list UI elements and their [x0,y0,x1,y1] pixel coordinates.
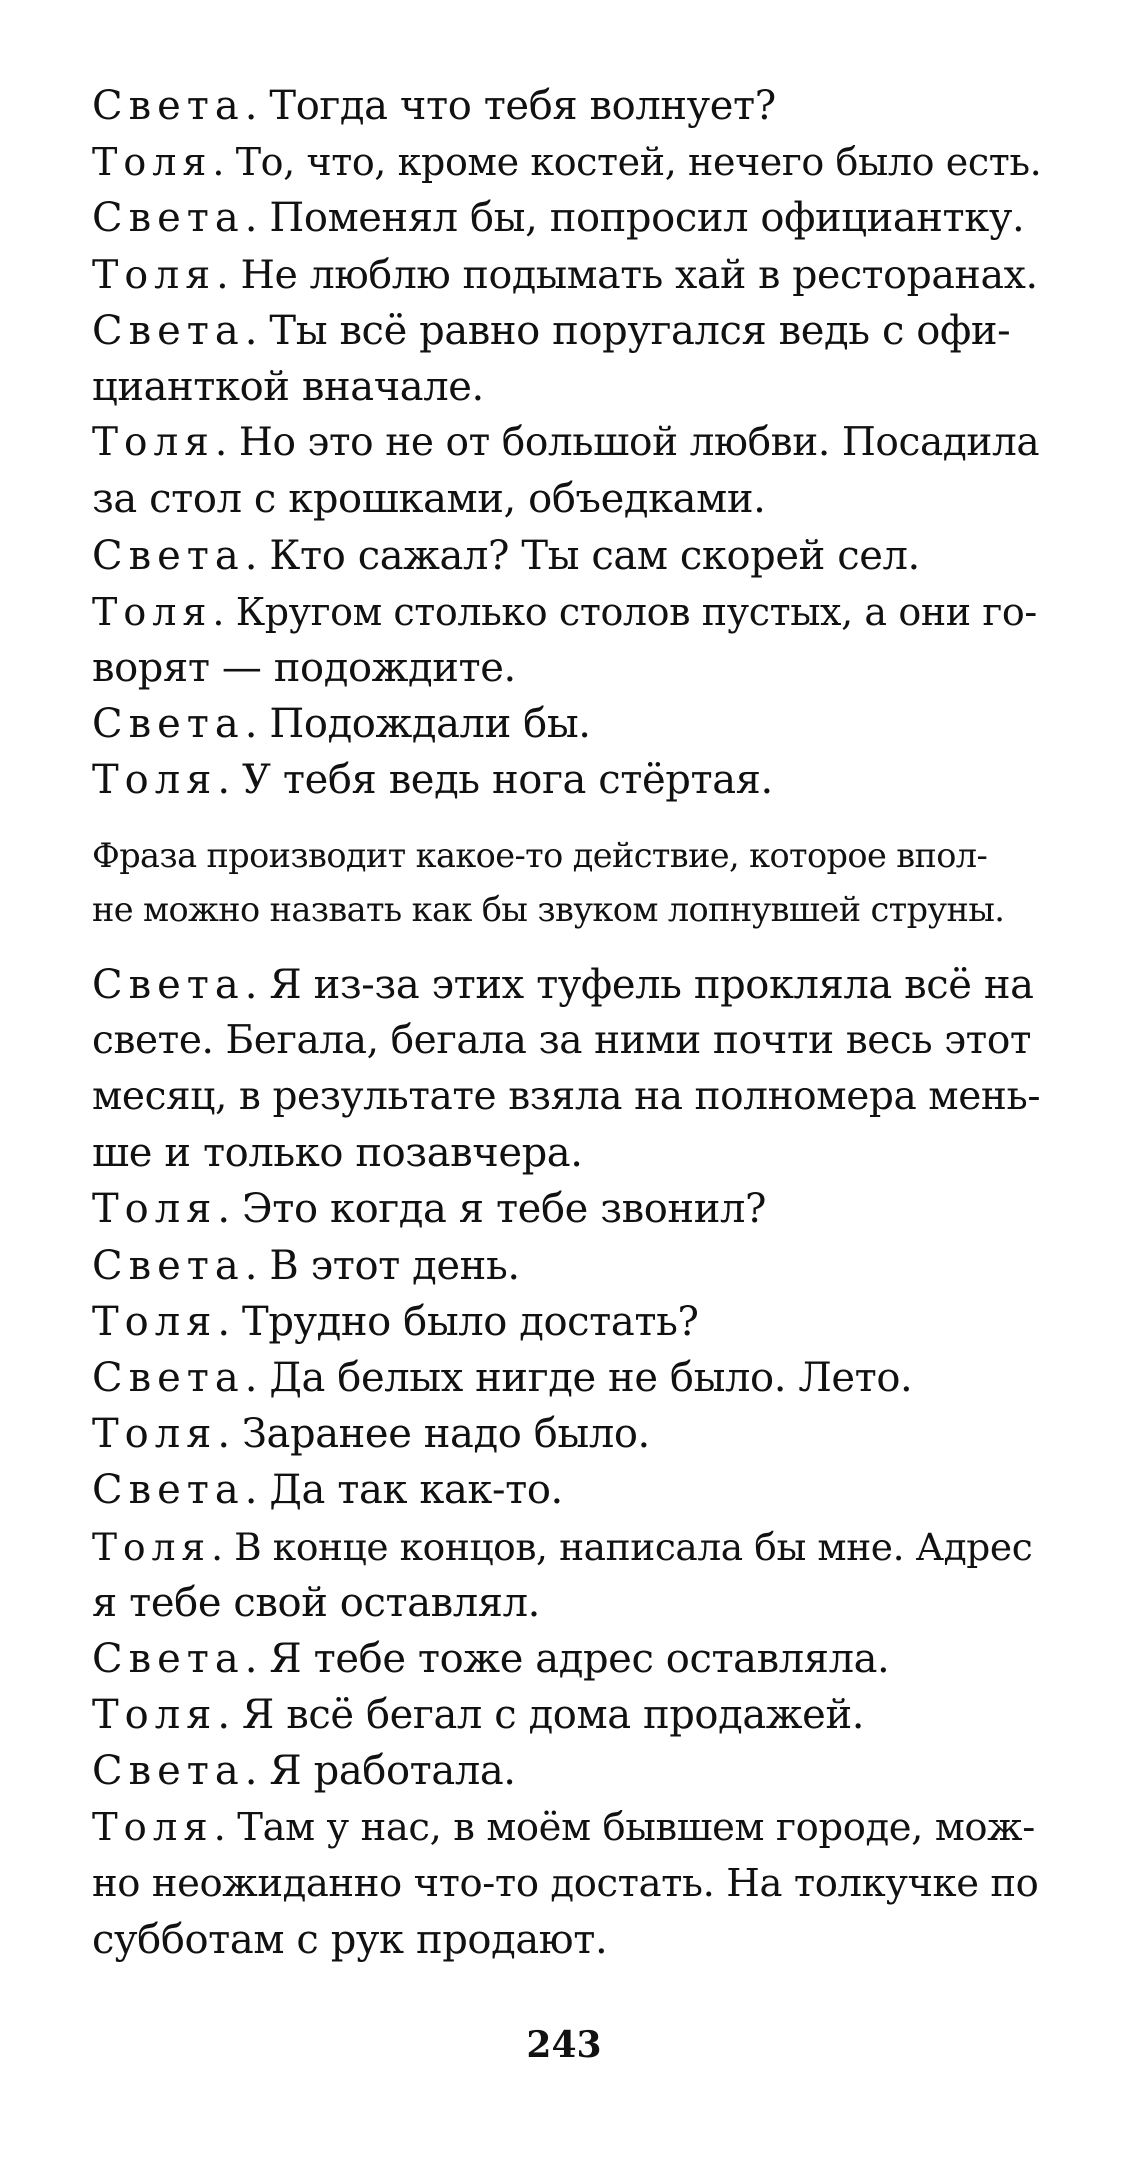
line-text: . Да белых нигде не было. Лето. [244,1355,913,1402]
speaker-name: Толя [92,1804,214,1850]
line-text: . Поменял бы, попросил официантку. [244,195,1025,242]
dialogue-line [92,303,1032,359]
speaker-name: Толя [92,420,215,466]
line-text: . Я работала. [244,1748,516,1795]
line-text: субботам с рук продают. [92,1917,608,1964]
dialogue-line [92,1743,1032,1799]
speaker-name: Толя [92,251,217,298]
line-text: . Я из-за этих туфель прокляла всё на [244,961,1034,1008]
dialogue-line [92,1800,1035,1856]
speaker-name: Толя [92,1186,218,1233]
dialogue-line [92,696,1032,752]
dialogue-line [92,1350,1032,1406]
speaker-name: Света [92,195,245,242]
stage-direction-line: не можно назвать как бы звуком лопнувшей струны. [92,889,1005,929]
speaker-name: Толя [92,1524,212,1569]
dialogue-line [92,471,1032,527]
dialogue-line [92,584,1037,640]
dialogue-line [92,752,1032,808]
dialogue-line [92,1406,1032,1462]
dialogue-line [92,1519,1032,1575]
dialogue-line [92,415,1040,471]
line-text: . Тогда что тебя волнует? [244,83,776,129]
speaker-name: Толя [92,1298,218,1345]
dialogue-line [92,247,1038,303]
line-text: ше и только позавчера. [92,1130,583,1177]
dialogue-line [92,1462,1032,1518]
book-page [92,78,1042,1968]
line-text: . Трудно было достать? [217,1298,699,1345]
line-text: я тебе свой оставлял. [92,1579,540,1626]
speaker-name: Света [92,701,245,748]
speaker-name: Света [92,83,245,129]
dialogue-line [92,190,1032,246]
stage-direction [92,829,1032,937]
dialogue-line [92,1069,1041,1125]
dialogue-line [92,1575,1032,1631]
line-text: . Ты всё равно поругался ведь с офи- [244,307,1011,354]
line-text: . Подождали бы. [244,701,591,748]
dialogue-line [92,134,1042,190]
dialogue-line [92,1912,1032,1968]
line-text: . Заранее надо было. [217,1411,650,1458]
speaker-name: Света [92,1242,245,1289]
line-text: . У тебя ведь нога стёртая. [217,757,773,804]
dialogue-line [92,1013,1032,1069]
line-text: . Кругом столько столов пустых, а они го- [212,589,1037,634]
page-number: 243 [526,2024,602,2066]
speaker-name: Толя [92,140,213,185]
line-text: . Да так как-то. [244,1467,563,1514]
line-text: . Это когда я тебе звонил? [217,1186,767,1233]
speaker-name: Света [92,532,245,579]
line-text: ворят — подождите. [92,645,516,692]
dialogue-line [92,957,1032,1013]
speaker-name: Толя [92,589,213,634]
dialogue-line [92,1687,1032,1743]
line-text: . То, что, кроме костей, нечего было есть. [212,140,1042,185]
line-text: за стол с крошками, объедками. [92,476,766,523]
line-text: свете. Бегала, бегала за ними почти весь этот [92,1017,1032,1063]
line-text: . Кто сажал? Ты сам скорей сел. [244,532,920,579]
speaker-name: Света [92,1467,245,1514]
line-text: . Я тебе тоже адрес оставляла. [244,1636,890,1683]
speaker-name: Толя [92,757,218,804]
line-text: . В этот день. [244,1242,520,1289]
line-text: . Не люблю подымать хай в ресторанах. [216,251,1038,298]
speaker-name: Света [92,1355,245,1402]
stage-direction-line: Фраза производит какое-то действие, которое впол- [92,835,988,875]
speaker-name: Света [92,1636,245,1683]
dialogue-line [92,528,1032,584]
line-text: но неожиданно что-то достать. На толкучке по [92,1860,1039,1906]
line-text: месяц, в результате взяла на полномера мень- [92,1074,1041,1120]
speaker-name: Толя [92,1692,218,1739]
dialogue-block-1 [92,78,1042,809]
line-text: . Я всё бегал с дома продажей. [217,1692,865,1739]
speaker-name: Света [92,1748,245,1795]
dialogue-line [92,1631,1032,1687]
line-text: цианткой вначале. [92,364,484,411]
dialogue-line [92,1856,1039,1912]
dialogue-block-2 [92,957,1041,1969]
dialogue-line [92,1294,1032,1350]
dialogue-line [92,1181,1032,1237]
dialogue-line [92,78,1032,134]
line-text: . Но это не от большой любви. Посадила [214,420,1040,466]
speaker-name: Света [92,961,245,1008]
dialogue-line [92,1238,1032,1294]
line-text: . Там у нас, в моём бывшем городе, мож- [213,1804,1035,1850]
dialogue-line [92,640,1032,696]
dialogue-line [92,359,1032,415]
speaker-name: Толя [92,1411,218,1458]
dialogue-line [92,1125,1032,1181]
speaker-name: Света [92,307,245,354]
line-text: . В конце концов, написала бы мне. Адрес [211,1524,1033,1569]
